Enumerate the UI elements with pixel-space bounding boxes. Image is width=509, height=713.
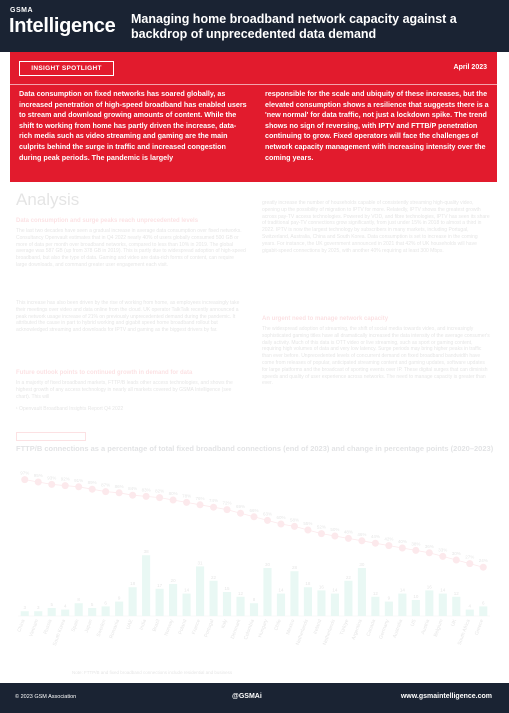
point-value-label: 42% <box>384 536 394 542</box>
category-label: Australia <box>391 618 405 639</box>
chart-bar <box>196 566 204 616</box>
point-value-label: 58% <box>289 517 299 523</box>
category-label: Poland <box>177 618 189 636</box>
chart-bar <box>452 597 460 616</box>
point-value-label: 76% <box>195 495 205 501</box>
point-value-label: 33% <box>438 547 448 553</box>
insight-spotlight-panel <box>10 52 497 182</box>
point-value-label: 80% <box>168 491 178 496</box>
chart-bar <box>236 597 244 616</box>
chart-title: FTTP/B connections as a percentage of total fixed broadband connections (end of 2023) and change in percentage points (2020–2023) <box>16 444 494 453</box>
chart-bar <box>263 568 271 616</box>
fttpb-chart <box>12 468 497 680</box>
point-value-label: 78% <box>182 493 192 499</box>
bar-value-label: 18 <box>130 581 136 587</box>
bar-value-label: 8 <box>252 597 256 603</box>
bar-value-label: 30 <box>359 562 365 567</box>
category-label: US <box>409 618 418 628</box>
chart-point <box>358 537 365 544</box>
category-label: Greece <box>473 618 486 637</box>
footnote: ¹ Openvault Broadband Insights Report Q4 2022 <box>16 406 124 412</box>
chart-tag <box>16 432 86 441</box>
chart-point <box>75 483 82 490</box>
chart-point <box>116 489 123 496</box>
bar-value-label: 14 <box>278 587 284 593</box>
category-label: Argentina <box>350 618 364 641</box>
category-label: Romania <box>108 618 122 640</box>
point-value-label: 46% <box>357 531 367 537</box>
gsma-logo-small: GSMA <box>10 7 33 14</box>
chart-bar <box>21 611 29 616</box>
bar-value-label: 16 <box>318 584 324 590</box>
category-label: UK <box>450 618 459 628</box>
chart-point <box>399 545 406 552</box>
point-value-label: 66% <box>249 507 259 513</box>
category-label: Vietnam <box>28 618 41 638</box>
point-value-label: 40% <box>397 539 407 544</box>
chart-point <box>251 513 258 520</box>
chart-point <box>197 501 204 508</box>
category-label: Germany <box>378 618 391 641</box>
bar-value-label: 9 <box>387 595 391 601</box>
publish-date: April 2023 <box>453 64 487 71</box>
point-value-label: 50% <box>330 527 340 532</box>
chart-point <box>304 527 311 534</box>
bar-value-label: 5 <box>50 602 53 607</box>
chart-note: Note: FTTP/B and fixed broadband connections include residential and business <box>72 670 233 675</box>
chart-point <box>89 486 96 493</box>
chart-point <box>129 492 136 499</box>
category-label: China <box>16 618 27 633</box>
subheading-1: Data consumption and surge peaks reach unprecedented levels <box>16 218 199 224</box>
chart-point <box>331 533 338 540</box>
bar-value-label: 20 <box>170 578 176 583</box>
page-title: Managing home broadband network capacity against a backdrop of unprecedented data demand <box>131 12 457 41</box>
chart-point <box>170 497 177 504</box>
category-label: Spain <box>70 618 81 633</box>
category-label: South Africa <box>456 618 472 647</box>
spotlight-text-col-2: responsible for the scale and ubiquity of these increases, but the elevated consumption shows a resilience that suggests there is a 'new normal' for data traffic, not just a lockdown spike. The trend shows no sign of reversing, with IPTV and FTTB/P penetration continuing to grow. Fixed operators will face the challenges of network capacity management with increasing intensity over the coming years. <box>265 89 489 162</box>
chart-bar <box>129 587 137 616</box>
bar-value-label: 5 <box>90 602 94 607</box>
spotlight-text-col-1: Data consumption on fixed networks has soared globally, as increased penetration of high-speed broadband has enabled users to stream and download growing amounts of content. While the shift to working from home has partly driven the increase, data-rich media such as video streaming and gaming are the main culprits behind the surge in traffic and increased congestion during peak periods. The pandemic is largely <box>19 89 247 162</box>
category-label: Belgium <box>432 618 445 638</box>
point-value-label: 69% <box>236 504 246 510</box>
chart-bar <box>479 606 487 616</box>
chart-point <box>264 517 271 524</box>
bar-value-label: 14 <box>399 587 405 593</box>
point-value-label: 93% <box>47 475 57 481</box>
chart-bar <box>385 602 393 616</box>
bar-value-label: 22 <box>211 574 217 580</box>
bar-value-label: 4 <box>63 603 67 609</box>
chart-bar <box>466 610 474 616</box>
bar-value-label: 38 <box>143 549 149 555</box>
bar-value-label: 14 <box>440 587 446 593</box>
point-value-label: 63% <box>262 511 272 517</box>
category-label: Netherlands <box>321 618 337 647</box>
twitter-handle: @GSMAi <box>232 693 262 700</box>
category-label: France <box>190 618 202 636</box>
subheading-2: Future outlook points to continued growth in demand for data <box>16 370 193 376</box>
divider <box>10 84 497 85</box>
chart-point <box>385 542 392 549</box>
chart-point <box>291 523 298 530</box>
chart-bar <box>183 594 191 616</box>
chart-bar <box>358 568 366 616</box>
chart-point <box>21 476 28 483</box>
chart-bar <box>48 608 56 616</box>
bar-value-label: 16 <box>426 584 432 590</box>
website-link[interactable]: www.gsmaintelligence.com <box>400 693 492 700</box>
chart-bar <box>412 600 420 616</box>
bar-value-label: 12 <box>238 590 244 596</box>
category-label: Norway <box>163 618 175 637</box>
chart-point <box>345 535 352 542</box>
paragraph-1: The last two decades have seen a gradual increase in average data consumption over fixed networks. Consultancy Openvault estimates that in Q4 2022 nearly 40% of users globally consumed 500 GB or more of data per month over broadband networks, compared to less than 10% in 2019. The global average was 587 GB (up from 378 GB in 2019). This is partly due to widespread adoption of high-speed broadband, but also the type of data. Gaming and video are data-rich forms of content, can require large downloads, and command greater user engagement each visit. <box>16 228 246 268</box>
point-value-label: 44% <box>370 534 380 540</box>
category-label: Mexico <box>285 618 297 636</box>
category-label: Austria <box>420 618 432 636</box>
category-label: Chile <box>273 618 283 632</box>
chart-bar <box>142 555 150 616</box>
chart-bar <box>344 581 352 616</box>
chart-point <box>210 504 217 511</box>
category-label: Hungary <box>257 618 270 639</box>
point-value-label: 83% <box>141 487 151 493</box>
chart-bar <box>425 590 433 616</box>
chart-point <box>426 549 433 556</box>
category-label: Japan <box>83 618 95 634</box>
bar-value-label: 18 <box>305 581 311 587</box>
chart-bar <box>209 581 217 616</box>
category-label: South Korea <box>51 618 68 647</box>
paragraph-4: greatly increase the number of households capable of consistently streaming high-quality video, opening up the possibility of migration to IPTV for more. Relatedly, IPTV shows the greatest growth across pay-TV access technologies. Powered by VOD, and fibre technologies, IPTV has seen its share of traditional pay-TV connections grow significantly, from just under 15% in 2018 to almost a third in 2022. IPTV is now the largest technology by subscribers in many markets, including Portugal, Switzerland, Australia, China and South Korea. Data consumption is set to increase in the coming years. For instance, the UK government announced in 2021 that 42% of UK households will have gigabit-speed connections by 2025, with another 40% requiring at least 300 Mbps. <box>262 200 490 254</box>
chart-point <box>183 499 190 506</box>
chart-bar <box>88 608 96 616</box>
point-value-label: 84% <box>128 486 138 492</box>
paragraph-3: In a majority of fixed broadband markets, FTTP/B leads other access technologies, and shows the highest growth of any access technology in nearly all markets covered by GSMA Intelligence (see chart). This will <box>16 380 233 400</box>
bar-value-label: 22 <box>345 574 351 580</box>
chart-bar <box>223 592 231 616</box>
bar-value-label: 3 <box>23 605 27 611</box>
bar-value-label: 6 <box>481 600 485 606</box>
point-value-label: 52% <box>316 524 326 530</box>
chart-point <box>318 530 325 537</box>
category-label: Canada <box>365 618 378 638</box>
category-label: Denmark <box>229 618 243 640</box>
chart-point <box>480 564 487 571</box>
point-value-label: 86% <box>114 483 124 489</box>
category-label: India <box>138 618 148 631</box>
point-value-label: 36% <box>424 543 434 549</box>
point-value-label: 24% <box>478 558 488 564</box>
footer-bar <box>0 683 509 713</box>
paragraph-5: The widespread adoption of streaming, the shift of social media towards video, and increasingly sophisticated gaming titles have all dramatically increased the data intensity of the average consumer's daily activity. Much of this data is OTT video or live streaming, such as sport or gaming content, requiring high volumes of data and very low latency. Surge periods may bring higher peaks in traffic than ever before. Unprecedented levels of concurrent demand on fixed broadband bandwidth have come from releases of popular, anticipated streaming content and gaming updates, software updates for large platforms and the broadcast of sporting events over IP. These digital surges that can diminish speeds and quality of user experience across networks. The need to manage capacity is greater than ever. <box>262 326 490 387</box>
category-label: Ireland <box>312 618 324 636</box>
chart-bar <box>290 571 298 616</box>
chart-bar <box>331 594 339 616</box>
point-value-label: 60% <box>276 515 286 520</box>
bar-value-label: 31 <box>197 560 203 566</box>
bar-value-label: 12 <box>453 590 459 596</box>
category-label: Netherlands <box>294 618 310 647</box>
chart-bar <box>115 602 123 616</box>
bar-value-label: 28 <box>291 565 297 571</box>
point-value-label: 74% <box>209 498 219 504</box>
bar-value-label: 3 <box>36 605 40 611</box>
chart-point <box>35 479 42 486</box>
bar-value-label: 12 <box>372 590 378 596</box>
chart-point <box>466 560 473 567</box>
analysis-heading: Analysis <box>16 190 80 209</box>
point-value-label: 89% <box>87 480 97 486</box>
chart-point <box>412 547 419 554</box>
chart-point <box>62 482 69 489</box>
category-label: Italy <box>220 618 229 630</box>
chart-bar <box>317 590 325 616</box>
paragraph-2: This increase has also been driven by the rise of working from home, as employees increasingly take their meetings over video and data online from the cloud. UK operator TalkTalk recently announced a peak network usage increase of 21% on previously unprecedented demand during the pandemic. It attributed the cause in part to hybrid working and gigabit speed home broadband rollout but acknowledged streaming and downloads for IPTV and gaming as the biggest drivers by far. <box>16 300 240 334</box>
bar-value-label: 8 <box>77 597 80 603</box>
point-value-label: 27% <box>465 554 475 560</box>
subheading-3: An urgent need to manage network capacity <box>262 316 389 322</box>
point-value-label: 92% <box>60 476 70 482</box>
point-value-label: 38% <box>411 541 421 547</box>
chart-bar <box>304 587 312 616</box>
chart-point <box>277 521 284 528</box>
point-value-label: 55% <box>303 521 313 526</box>
chart-bar <box>169 584 177 616</box>
category-label: Russia <box>42 618 54 636</box>
category-label: Colombia <box>243 618 256 641</box>
bar-value-label: 14 <box>332 587 338 593</box>
bar-value-label: 15 <box>224 586 230 591</box>
bar-value-label: 30 <box>264 562 270 567</box>
insight-spotlight-tag: INSIGHT SPOTLIGHT <box>19 61 114 76</box>
chart-point <box>439 553 446 560</box>
chart-point <box>237 510 244 517</box>
chart-point <box>102 488 109 495</box>
category-label: Türkiye <box>339 618 351 637</box>
chart-bar <box>250 603 258 616</box>
point-value-label: 91% <box>74 477 84 483</box>
header-bar <box>0 0 509 52</box>
point-value-label: 48% <box>343 529 353 535</box>
chart-bar <box>398 594 406 616</box>
intelligence-logo: Intelligence <box>9 15 116 37</box>
chart-point <box>48 481 55 488</box>
bar-value-label: 6 <box>104 600 107 606</box>
bar-value-label: 9 <box>117 595 121 601</box>
point-value-label: 82% <box>155 488 165 494</box>
chart-bar <box>439 594 447 616</box>
chart-point <box>453 557 460 564</box>
chart-bar <box>277 594 285 616</box>
chart-point <box>156 494 163 501</box>
category-label: Brazil <box>151 618 162 633</box>
chart-bar <box>61 610 69 616</box>
point-value-label: 87% <box>101 482 111 488</box>
category-label: UAE <box>125 618 135 631</box>
chart-bar <box>156 589 164 616</box>
chart-bar <box>75 603 83 616</box>
point-value-label: 30% <box>451 551 461 556</box>
copyright-text: © 2023 GSM Association <box>15 694 77 700</box>
category-label: Sweden <box>95 618 108 638</box>
point-value-label: 72% <box>222 500 232 506</box>
bar-value-label: 17 <box>157 582 163 588</box>
point-value-label: 95% <box>33 473 43 478</box>
chart-bar <box>371 597 379 616</box>
chart-bar <box>34 611 42 616</box>
bar-value-label: 4 <box>468 603 472 609</box>
chart-point <box>372 540 379 547</box>
chart-point <box>143 493 150 500</box>
category-label: Portugal <box>203 618 216 639</box>
bar-value-label: 14 <box>184 587 190 593</box>
chart-point <box>224 506 231 513</box>
chart-bar <box>102 606 110 616</box>
bar-value-label: 10 <box>413 594 419 599</box>
point-value-label: 97% <box>20 470 30 476</box>
